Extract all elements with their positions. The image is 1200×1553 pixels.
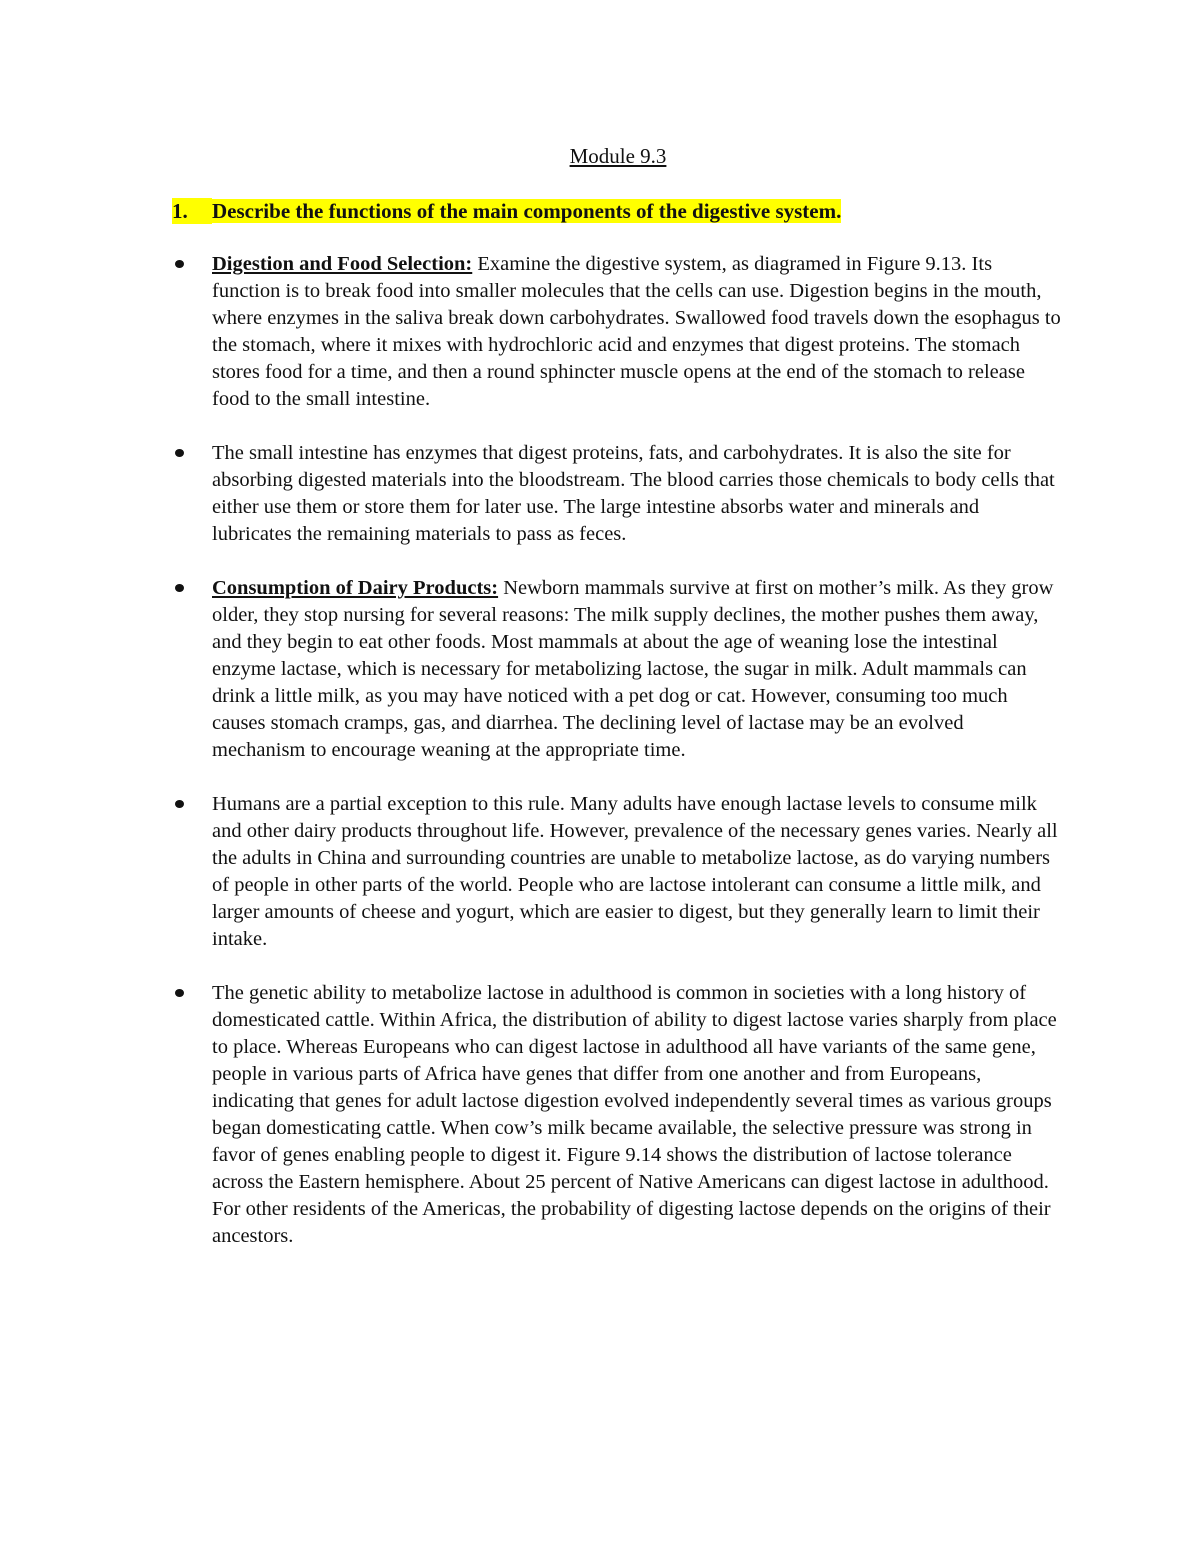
bullet-text: The small intestine has enzymes that digest proteins, fats, and carbohydrates. It is also the site for absorbing digested materials into the bloodstream. The blood carries those chemicals to body cells that either use them or store them for later use. The large intestine absorbs water and minerals and lubricates the remaining materials to pass as feces. (212, 442, 1055, 545)
bullet-list (172, 251, 1062, 1277)
question-number: 1. (172, 198, 212, 224)
bullet-icon (175, 584, 184, 592)
page-title: Module 9.3 (569, 144, 667, 168)
bullet-icon (175, 800, 184, 808)
bullet-text: Humans are a partial exception to this rule. Many adults have enough lactase levels to consume milk and other dairy products throughout life. However, prevalence of the necessary genes varies. Nearly all the adults in China and surrounding countries are unable to metabolize lactose, as do varying numbers of people in other parts of the world. People who are lactose intolerant can consume a little milk, and larger amounts of cheese and yogurt, which are easier to digest, but they generally learn to limit their intake. (212, 793, 1058, 950)
bullet-text: Newborn mammals survive at first on mother’s milk. As they grow older, they stop nursing for several reasons: The milk supply declines, the mother pushes them away, and they begin to eat other foods. Most mammals at about the age of weaning lose the intestinal enzyme lactase, which is necessary for metabolizing lactose, the sugar in milk. Adult mammals can drink a little milk, as you may have noticed with a pet dog or cat. However, consuming too much causes stomach cramps, gas, and diarrhea. The declining level of lactase may be an evolved mechanism to encourage weaning at the appropriate time. (212, 577, 1054, 761)
bullet-icon (175, 260, 184, 268)
list-item (172, 980, 1062, 1250)
list-item (172, 440, 1062, 548)
bullet-lead: Consumption of Dairy Products: (212, 577, 499, 599)
bullet-icon (175, 989, 184, 997)
bullet-text: Examine the digestive system, as diagramed in Figure 9.13. Its function is to break food into smaller molecules that the cells can use. Digestion begins in the mouth, where enzymes in the saliva break down carbohydrates. Swallowed food travels down the esophagus to the stomach, where it mixes with hydrochloric acid and enzymes that digest proteins. The stomach stores food for a time, and then a round sphincter muscle opens at the end of the stomach to release food to the small intestine. (212, 253, 1061, 410)
question-heading (172, 198, 841, 224)
bullet-icon (175, 449, 184, 457)
bullet-text: The genetic ability to metabolize lactose in adulthood is common in societies with a long history of domesticated cattle. Within Africa, the distribution of ability to digest lactose varies sharply from place to place. Whereas Europeans who can digest lactose in adulthood all have variants of the same gene, people in various parts of Africa have genes that differ from one another and from Europeans, indicating that genes for adult lactose digestion evolved independently several times as various groups began domesticating cattle. When cow’s milk became available, the selective pressure was strong in favor of genes enabling people to digest it. Figure 9.14 shows the distribution of lactose tolerance across the Eastern hemisphere. About 25 percent of Native Americans can digest lactose in adulthood. For other residents of the Americas, the probability of digesting lactose depends on the origins of their ancestors. (212, 982, 1057, 1247)
list-item (172, 791, 1062, 953)
question-text: Describe the functions of the main components of the digestive system. (212, 199, 842, 223)
bullet-lead: Digestion and Food Selection: (212, 253, 473, 275)
list-item (172, 251, 1062, 413)
list-item (172, 575, 1062, 764)
